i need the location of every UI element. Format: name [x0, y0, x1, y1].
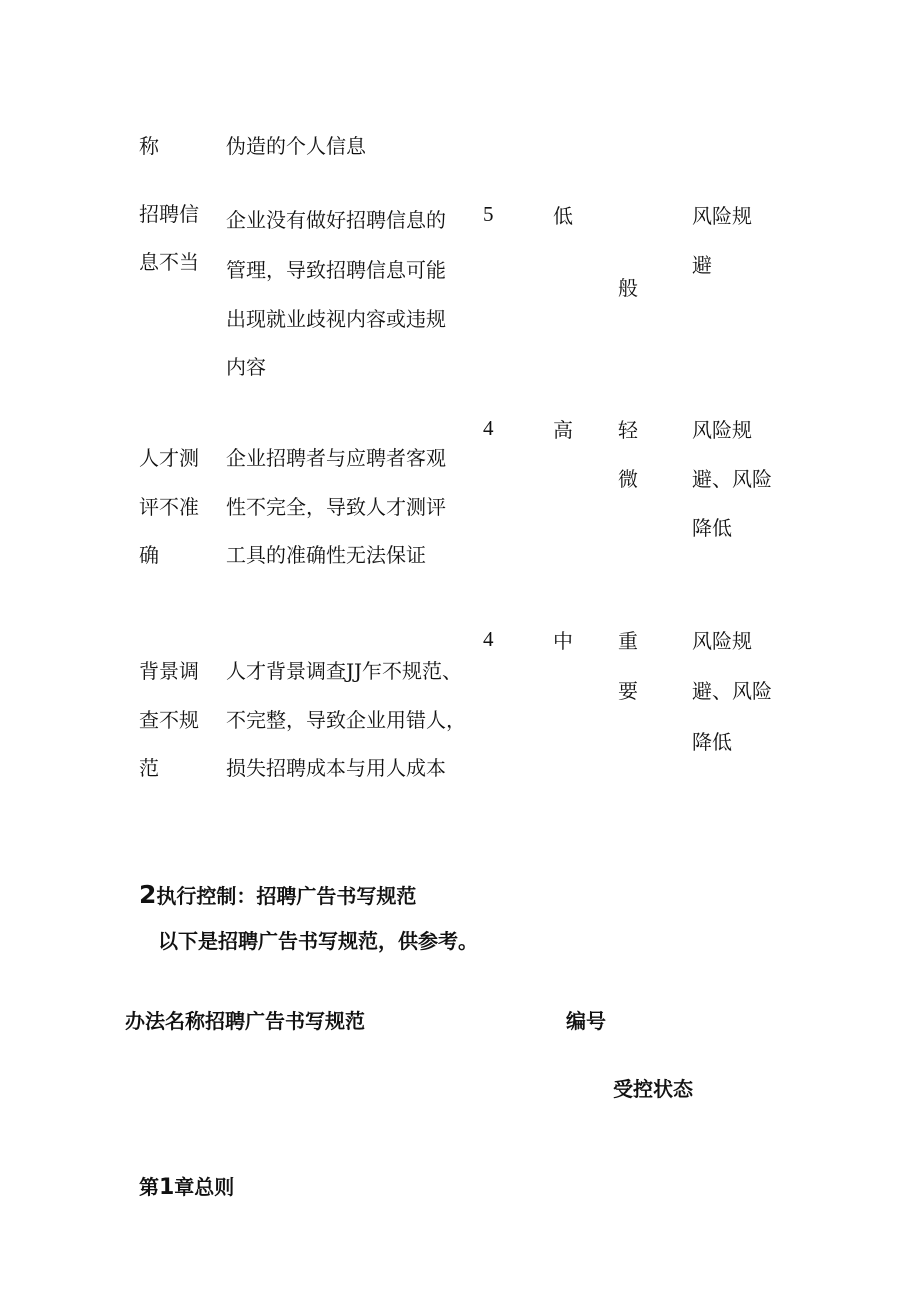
- row2-name-line2: 评不准: [139, 495, 199, 519]
- row3-strategy-line1: 风险规: [692, 629, 752, 653]
- row2-strategy-line3: 降低: [692, 516, 732, 540]
- row1-desc-line1: 企业没有做好招聘信息的: [226, 208, 446, 232]
- row3-name-line3: 范: [139, 756, 159, 780]
- row3-probability: 中: [553, 629, 573, 653]
- row2-name-line3: 确: [139, 543, 159, 567]
- row2-name-line1: 人才测: [139, 446, 199, 470]
- row1-desc-line4: 内容: [226, 355, 266, 379]
- row2-impact-line1: 轻: [618, 418, 638, 442]
- row1-name-line1: 招聘信: [139, 202, 199, 226]
- row1-score: 5: [483, 202, 494, 226]
- row3-desc-line1: 人才背景调查JJ乍不规范、: [226, 659, 463, 683]
- row3-desc-line2: 不完整，导致企业用错人，: [226, 708, 466, 732]
- row2-probability: 高: [553, 418, 573, 442]
- row3-strategy-line3: 降低: [692, 730, 732, 754]
- row1-strategy-line1: 风险规: [692, 204, 752, 228]
- chapter-heading: [125, 1145, 234, 1202]
- section-heading: [125, 853, 416, 910]
- row3-desc-line3: 损失招聘成本与用人成本: [226, 756, 446, 780]
- chapter-number: 1: [158, 1175, 175, 1200]
- row1-desc-line3: 出现就业歧视内容或违规: [226, 307, 446, 331]
- row1-strategy-line2: 避: [692, 253, 712, 277]
- row3-impact-line1: 重: [618, 629, 638, 653]
- row1-desc-line2: 管理，导致招聘信息可能: [226, 258, 446, 282]
- chapter-prefix: 第: [138, 1175, 159, 1199]
- row2-desc-line2: 性不完全，导致人才测评: [226, 495, 446, 519]
- doc-code-label: 编号: [566, 1009, 606, 1033]
- doc-name-label: 办法名称招聘广告书写规范: [125, 1009, 365, 1033]
- row3-score: 4: [483, 627, 494, 651]
- row3-name-line2: 查不规: [139, 708, 199, 732]
- row3-impact-line2: 要: [618, 679, 638, 703]
- section-heading-text: 执行控制：招聘广告书写规范: [156, 884, 417, 908]
- row1-probability: 低: [553, 204, 573, 228]
- top-row-desc: 伪造的个人信息: [226, 134, 366, 158]
- row2-desc-line1: 企业招聘者与应聘者客观: [226, 446, 446, 470]
- row3-strategy-line2: 避、风险: [692, 679, 772, 703]
- row2-desc-line3: 工具的准确性无法保证: [226, 543, 426, 567]
- doc-status-label: 受控状态: [613, 1077, 693, 1101]
- row2-strategy-line2: 避、风险: [692, 467, 772, 491]
- chapter-title: 章总则: [174, 1175, 235, 1199]
- section-intro: 以下是招聘广告书写规范，供参考。: [158, 929, 478, 953]
- row3-name-line1: 背景调: [139, 659, 199, 683]
- section-heading-number: 2: [138, 880, 157, 909]
- row2-impact-line2: 微: [618, 467, 638, 491]
- row1-impact: 般: [618, 276, 638, 300]
- row2-strategy-line1: 风险规: [692, 418, 752, 442]
- row2-score: 4: [483, 416, 494, 440]
- top-row-name: 称: [139, 134, 159, 158]
- row1-name-line2: 息不当: [139, 250, 199, 274]
